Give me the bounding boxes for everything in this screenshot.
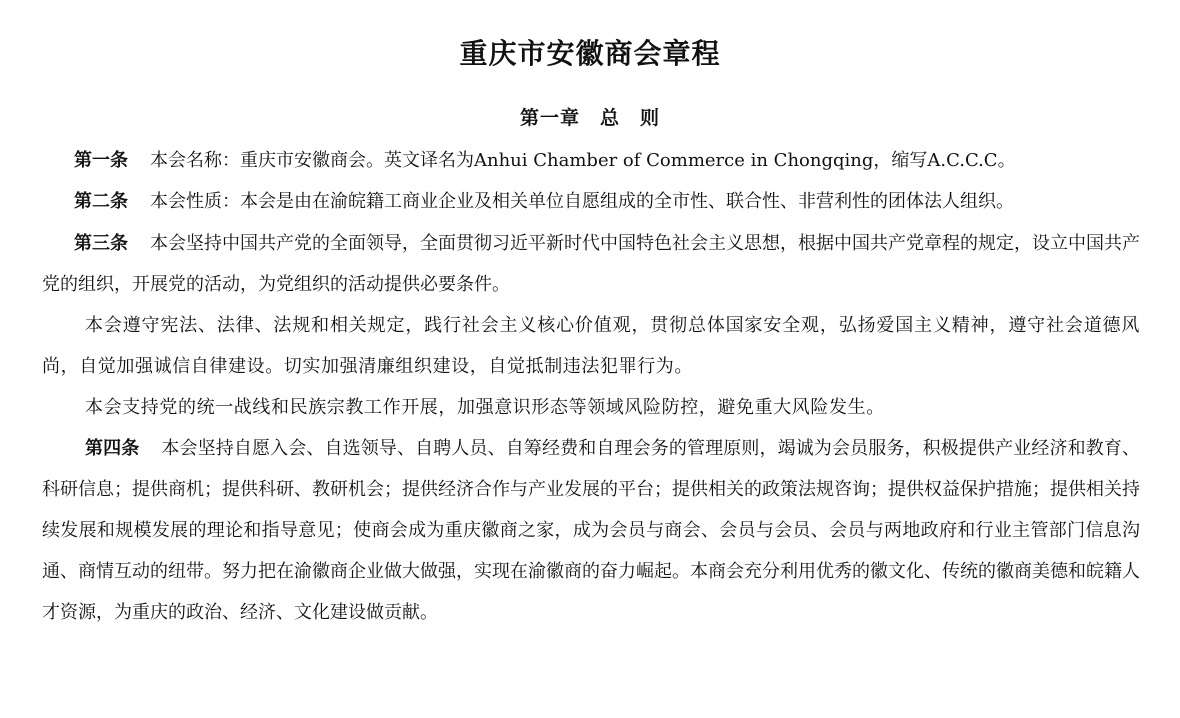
article-label: 第三条 xyxy=(74,233,128,254)
paragraph-text: 本会支持党的统一战线和民族宗教工作开展，加强意识形态等领域风险防控，避免重大风险发生。 xyxy=(85,397,885,418)
document-body xyxy=(42,140,1140,633)
paragraph-text: 本会遵守宪法、法律、法规和相关规定，践行社会主义核心价值观，贯彻总体国家安全观，弘扬爱国主义精神，遵守社会道德风尚，自觉加强诚信自律建设。切实加强清廉组织建设，自觉抵制违法犯罪行为。 xyxy=(42,315,1140,377)
article-label: 第二条 xyxy=(74,191,128,212)
paragraph xyxy=(42,387,1140,428)
paragraph xyxy=(42,305,1140,387)
chapter-title: 第一章 总 则 xyxy=(519,107,660,129)
article-3 xyxy=(42,223,1140,305)
article-text: 本会坚持中国共产党的全面领导，全面贯彻习近平新时代中国特色社会主义思想，根据中国共产党章程的规定，设立中国共产党的组织，开展党的活动，为党组织的活动提供必要条件。 xyxy=(42,233,1140,295)
article-2 xyxy=(42,181,1140,222)
document-title: 重庆市安徽商会章程 xyxy=(459,37,721,70)
article-1 xyxy=(42,140,1140,181)
article-4 xyxy=(42,428,1140,633)
article-text: 本会坚持自愿入会、自选领导、自聘人员、自筹经费和自理会务的管理原则，竭诚为会员服务，积极提供产业经济和教育、科研信息；提供商机；提供科研、教研机会；提供经济合作与产业发展的平台；提供相关的政策法规咨询；提供权益保护措施；提供相关持续发展和规模发展的理论和指导意见；使商会成为重庆徽商之家，成为会员与商会、会员与会员、会员与两地政府和行业主管部门信息沟通、商情互动的纽带。努力把在渝徽商企业做大做强，实现在渝徽商的奋力崛起。本商会充分利用优秀的徽文化、传统的徽商美德和皖籍人才资源，为重庆的政治、经济、文化建设做贡献。 xyxy=(42,438,1140,623)
article-text: 本会名称：重庆市安徽商会。英文译名为Anhui Chamber of Commerce in Chongqing，缩写A.C.C.C。 xyxy=(150,150,1016,171)
article-label: 第四条 xyxy=(85,438,140,459)
article-label: 第一条 xyxy=(74,150,128,171)
article-text: 本会性质：本会是由在渝皖籍工商业企业及相关单位自愿组成的全市性、联合性、非营利性的团体法人组织。 xyxy=(150,191,1014,212)
